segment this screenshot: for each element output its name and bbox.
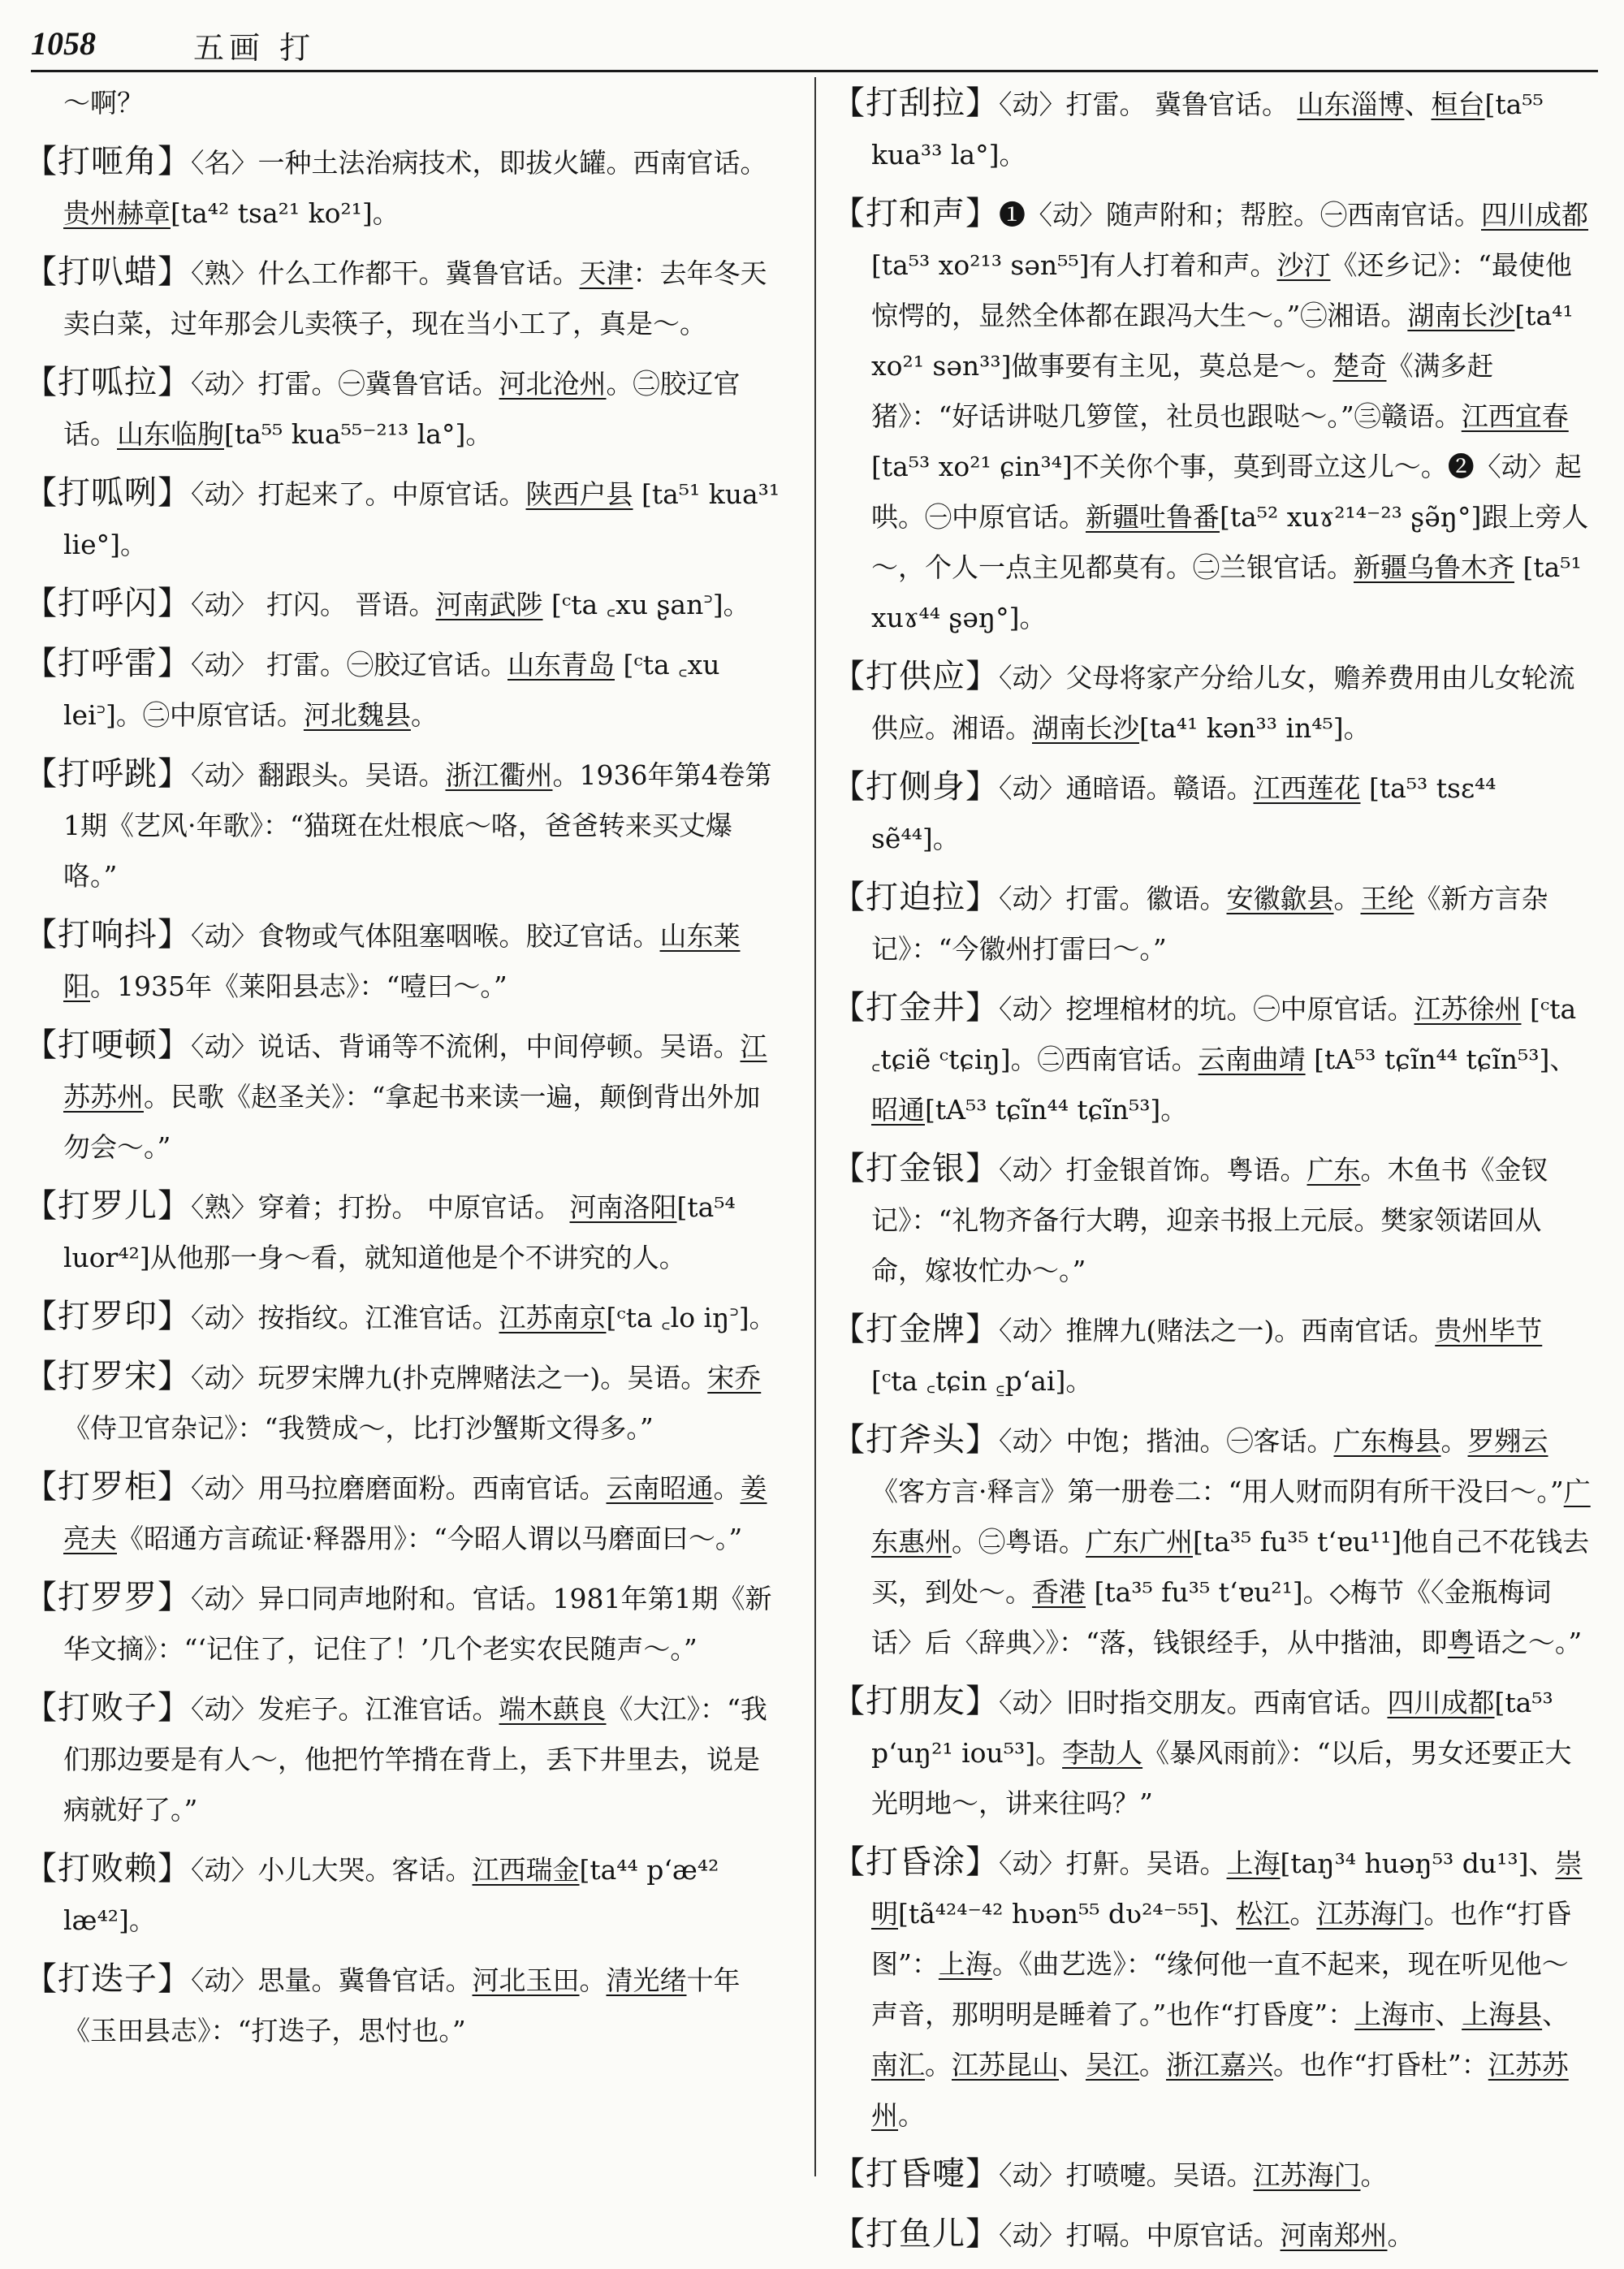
- dictionary-entry: [832, 2149, 1592, 2201]
- dictionary-entry: [832, 1415, 1592, 1668]
- entry-text: 。: [1387, 2219, 1415, 2251]
- place-name-underlined: 宋乔: [707, 1362, 762, 1394]
- headword-text: 打响抖: [58, 916, 158, 953]
- headword-text: 打和声: [866, 195, 965, 232]
- entry-text: [ta³⁵ fu³⁵ tʻɐu²¹]。◇梅节《〈金瓶梅词话〉后〈辞典〉》：“落，钱银经手，从中揩油，即: [871, 1576, 1552, 1658]
- entry-text: [tA⁵³ tɕĩn⁴⁴ tɕĩn⁵³]。: [925, 1094, 1188, 1126]
- entry-text: [ta⁵¹ kua³¹ lie°]。: [63, 478, 780, 560]
- entry-text: 。: [1360, 2159, 1388, 2191]
- entry-text: 《满多赶猪》：“好话讲哒几箩筐，社员也跟哒～。”㊂赣语。: [871, 350, 1494, 432]
- place-name-underlined: 南汇: [871, 2049, 925, 2081]
- headword-text: 打罗印: [58, 1298, 158, 1335]
- entry-text: [taŋ³⁴ huəŋ⁵³ du¹³]、: [1280, 1848, 1556, 1879]
- entry-headword: 【打金银】: [832, 1150, 999, 1187]
- dictionary-entry: [832, 872, 1592, 975]
- dictionary-entry: [24, 1181, 784, 1283]
- entry-text: 〈动〉推牌九(赌法之一)。西南官话。: [999, 1315, 1436, 1346]
- entry-text: 〈动〉翻跟头。吴语。: [191, 759, 446, 791]
- entry-text: 。: [1139, 2049, 1166, 2081]
- place-name-underlined: 王纶: [1360, 883, 1415, 914]
- entry-headword: 【打昏涂】: [832, 1843, 999, 1881]
- entry-headword: 【打供应】: [832, 658, 999, 695]
- entry-text: 语之～。”: [1474, 1627, 1583, 1658]
- entry-headword: 【打呼闪】: [24, 585, 191, 622]
- entry-text: [ta⁴² tsa²¹ ko²¹]。: [171, 197, 400, 229]
- headword-text: 打叭蜡: [58, 253, 158, 291]
- place-name-underlined: 江苏海门: [1316, 1898, 1424, 1930]
- headword-text: 打罗宋: [58, 1358, 158, 1395]
- dictionary-entry: [24, 1954, 784, 2056]
- dictionary-entry: [24, 1462, 784, 1564]
- entry-headword: 【打罗印】: [24, 1298, 191, 1335]
- entry-text: 《大江》：“我们那边要是有人～，他把竹竿揹在背上，丢下井里去，说是病就好了。”: [63, 1693, 767, 1826]
- left-column: [24, 78, 784, 2064]
- place-name-underlined: 昭通: [871, 1094, 925, 1126]
- place-name-underlined: 云南曲靖: [1198, 1044, 1306, 1075]
- entry-text: 〈名〉一种土法治病技术，即拔火罐。西南官话。: [191, 147, 767, 179]
- headword-text: 打金井: [866, 989, 965, 1026]
- entry-text: 。: [898, 2099, 925, 2131]
- entry-text: 〈动〉打鼾。吴语。: [999, 1848, 1227, 1879]
- place-name-underlined: 山东青岛: [508, 649, 615, 681]
- entry-headword: 【打金井】: [832, 989, 999, 1026]
- entry-text: [ᶜta ꜀lo iŋ꜄]。: [606, 1302, 776, 1333]
- place-name-underlined: 山东淄博: [1297, 89, 1405, 120]
- right-column: [832, 78, 1592, 2269]
- entry-text: 。㊁粤语。: [952, 1526, 1086, 1558]
- place-name-underlined: 河北魏县: [303, 699, 411, 731]
- headword-text: 打呼闪: [58, 585, 158, 622]
- entry-text: 〈动〉小儿大哭。客话。: [191, 1854, 473, 1886]
- entry-text: [ᶜta ꜀tɕin ꜁pʻai]。: [871, 1365, 1093, 1397]
- entry-text: 〈动〉打嗝。中原官话。: [999, 2219, 1281, 2251]
- place-name-underlined: 桓台: [1431, 89, 1485, 120]
- headword-text: 打侧身: [866, 768, 965, 806]
- place-name-underlined: 云南昭通: [606, 1472, 714, 1504]
- place-name-underlined: 姜亮夫: [63, 1472, 767, 1554]
- entry-text: 〈动〉打喷嚏。吴语。: [999, 2159, 1254, 2191]
- place-name-underlined: 江苏南京: [499, 1302, 607, 1333]
- entry-text: 。: [1289, 1898, 1317, 1930]
- place-name-underlined: 四川成都: [1481, 199, 1588, 231]
- entry-headword: 【打鱼儿】: [832, 2215, 999, 2253]
- entry-headword: 【打叭蜡】: [24, 253, 191, 291]
- entry-text: 〈动〉发疟子。江淮官话。: [191, 1693, 499, 1725]
- headword-text: 打罗柜: [58, 1468, 158, 1506]
- entry-headword: 【打昏嚏】: [832, 2155, 999, 2193]
- entry-text: [tA⁵³ tɕĩn⁴⁴ tɕĩn⁵³]、: [1305, 1044, 1577, 1075]
- place-name-underlined: 浙江衢州: [445, 759, 553, 791]
- dictionary-entry: [24, 136, 784, 239]
- entry-text: ：去年冬天卖白菜，过年那会儿卖筷子，现在当小工了，真是～。: [63, 257, 767, 339]
- dictionary-entry: [24, 578, 784, 630]
- entry-text: [ta⁵⁵ kua³³ la°]。: [871, 89, 1544, 171]
- headword-text: 打朋友: [866, 1683, 965, 1720]
- place-name-underlined: 沙汀: [1276, 249, 1331, 281]
- entry-text: 〈动〉打金银首饰。粤语。: [999, 1154, 1307, 1186]
- headword-text: 打罗罗: [58, 1579, 158, 1616]
- place-name-underlined: 河北沧州: [499, 368, 607, 400]
- entry-text: 。也作“打昏杜”：: [1273, 2049, 1488, 2081]
- entry-text: 《还乡记》：“最使他惊愕的，显然全体都在跟冯大生～。”㊁湘语。: [871, 249, 1572, 331]
- entry-text: 。: [925, 2049, 952, 2081]
- entry-headword: 【打刮拉】: [832, 84, 999, 122]
- place-name-underlined: 江苏海门: [1253, 2159, 1361, 2191]
- place-name-underlined: 湖南长沙: [1407, 300, 1515, 331]
- entry-text: 。也作“打昏图”：: [871, 1898, 1572, 1980]
- headword-text: 打昏嚏: [866, 2155, 965, 2193]
- dictionary-entry: [24, 1572, 784, 1675]
- entry-headword: 【打呼雷】: [24, 645, 191, 682]
- entry-text: [ᶜta ꜀xu lei꜄]。㊁中原官话。: [63, 649, 720, 731]
- entry-text: 《客方言·释言》第一册卷二：“用人财而阴有所干没曰～。”: [871, 1476, 1564, 1507]
- dictionary-entry: [832, 2209, 1592, 2261]
- headword-text: 打斧头: [866, 1421, 965, 1459]
- entry-text: 。: [1440, 1425, 1468, 1457]
- entry-text: 〈动〉思量。冀鲁官话。: [191, 1964, 473, 1996]
- dictionary-entry: [24, 247, 784, 349]
- entry-headword: 【打败子】: [24, 1689, 191, 1727]
- entry-text: 〈动〉打起来了。中原官话。: [191, 478, 526, 510]
- entry-headword: 【打朋友】: [832, 1683, 999, 1720]
- entry-text: 。㊁胶辽官话。: [63, 368, 741, 450]
- entry-text: 。: [1333, 883, 1361, 914]
- entry-text: 〈动〉打雷。徽语。: [999, 883, 1227, 914]
- entry-text: 、: [1435, 1999, 1462, 2030]
- entry-text: 。: [713, 1472, 741, 1504]
- place-name-underlined: 河南洛阳: [569, 1191, 677, 1223]
- dictionary-entry: [832, 651, 1592, 754]
- place-name-underlined: 山东临朐: [117, 418, 224, 450]
- place-name-underlined: 崇明: [871, 1848, 1583, 1930]
- headword-text: 打供应: [866, 658, 965, 695]
- dictionary-entry: [24, 1843, 784, 1946]
- place-name-underlined: 新疆吐鲁番: [1086, 501, 1220, 533]
- headword-text: 打呼跳: [58, 755, 158, 793]
- headword-text: 打昏涂: [866, 1843, 965, 1881]
- entry-text: 。木鱼书《金钗记》：“礼物齐备行大聘，迎亲书报上元辰。樊家领诺回从命，嫁妆忙办～。”: [871, 1154, 1548, 1286]
- entry-text: [ᶜta ꜀xu ʂan꜄]。: [542, 589, 750, 620]
- entry-headword: 【打罗柜】: [24, 1468, 191, 1506]
- headword-text: 打哽顿: [58, 1026, 158, 1064]
- entry-headword: 【打金牌】: [832, 1311, 999, 1348]
- place-name-underlined: 松江: [1236, 1898, 1290, 1930]
- headword-text: 打罗儿: [58, 1187, 158, 1225]
- page-number: 1058: [31, 25, 96, 62]
- entry-text: [ta⁵³ xo²¹ ɕin³⁴]不关你个事，莫到哥立这儿～。❷〈动〉起哄。㊀中原官话。: [871, 451, 1582, 533]
- entry-headword: 【打迭子】: [24, 1960, 191, 1998]
- place-name-underlined: 贵州赫章: [63, 197, 171, 229]
- dictionary-entry: [24, 357, 784, 460]
- headword-text: 打咂角: [58, 143, 158, 180]
- entry-headword: 【打响抖】: [24, 916, 191, 953]
- entry-text: 《新方言杂记》：“今徽州打雷曰～。”: [871, 883, 1548, 965]
- place-name-underlined: 上海市: [1354, 1999, 1436, 2030]
- headword-text: 打呼雷: [58, 645, 158, 682]
- entry-text: 十年《玉田县志》：“打迭子，思忖也。”: [63, 1964, 741, 2046]
- dictionary-entry: [832, 1837, 1592, 2141]
- entry-headword: 【打呱咧】: [24, 474, 191, 512]
- dictionary-entry: [24, 749, 784, 901]
- dictionary-entry: [24, 1020, 784, 1173]
- entry-text: 。《曲艺选》：“缘何他一直不起来，现在听见他～声音，那明明是睡着了。”也作“打昏度”：: [871, 1948, 1569, 2030]
- entry-headword: 【打败赖】: [24, 1850, 191, 1887]
- place-name-underlined: 广东: [1307, 1154, 1361, 1186]
- entry-text: 。: [579, 1964, 607, 1996]
- dictionary-entry: [24, 1351, 784, 1454]
- dictionary-entry: [832, 1143, 1592, 1296]
- entry-text: 。1935年《莱阳县志》：“噎曰～。”: [90, 970, 508, 1002]
- entry-text: [ta³⁵ fu³⁵ tʻɐu¹¹]他自己不花钱去买，到处～。: [871, 1526, 1590, 1608]
- entry-headword: 【打哽顿】: [24, 1026, 191, 1064]
- entry-text: 、: [1542, 1999, 1570, 2030]
- headword-text: 打金银: [866, 1150, 965, 1187]
- entry-text: [ᶜta ꜀tɕiẽ ᶜtɕiŋ]。㊁西南官话。: [871, 993, 1577, 1075]
- page-header: [31, 21, 1598, 72]
- entry-headword: 【打咂角】: [24, 143, 191, 180]
- place-name-underlined: 江苏苏州: [63, 1031, 767, 1113]
- entry-text: [ta⁴⁴ pʻæ⁴² læ⁴²]。: [63, 1854, 719, 1936]
- place-name-underlined: 安徽歙县: [1226, 883, 1334, 914]
- entry-text: ❶〈动〉随声附和；帮腔。㊀西南官话。: [999, 199, 1481, 231]
- entry-text: 〈动〉异口同声地附和。官话。1981年第1期《新华文摘》：“‘记住了，记住了！’几个老实农民随声～。”: [63, 1583, 772, 1665]
- dictionary-entry: [832, 1304, 1592, 1407]
- entry-headword: 【打呼跳】: [24, 755, 191, 793]
- place-name-underlined: 广东广州: [1086, 1526, 1193, 1558]
- entry-text: 〈动〉打雷。 冀鲁官话。: [999, 89, 1298, 120]
- dictionary-entry: [832, 1676, 1592, 1829]
- entry-text: 。: [410, 699, 438, 731]
- place-name-underlined: 粤: [1447, 1627, 1475, 1658]
- place-name-underlined: 湖南长沙: [1032, 712, 1139, 744]
- place-name-underlined: 香港: [1032, 1576, 1086, 1608]
- entry-text: 〈动〉挖埋棺材的坑。㊀中原官话。: [999, 993, 1415, 1025]
- entry-text: 。民歌《赵圣关》：“拿起书来读一遍，颠倒背出外加勿会～。”: [63, 1081, 761, 1163]
- dictionary-entry: [832, 188, 1592, 643]
- place-name-underlined: 河南郑州: [1280, 2219, 1388, 2251]
- entry-text: 〈动〉 打闪。 晋语。: [191, 589, 436, 620]
- entry-headword: 【打罗儿】: [24, 1187, 191, 1225]
- place-name-underlined: 天津: [579, 257, 633, 289]
- place-name-underlined: 罗翙云: [1467, 1425, 1548, 1457]
- place-name-underlined: 河南武陟: [435, 589, 543, 620]
- place-name-underlined: 山东莱阳: [63, 920, 741, 1002]
- place-name-underlined: 李劼人: [1062, 1737, 1143, 1769]
- place-name-underlined: 浙江嘉兴: [1166, 2049, 1273, 2081]
- place-name-underlined: 楚奇: [1332, 350, 1387, 382]
- entry-headword: 【打罗罗】: [24, 1579, 191, 1616]
- continuation-text: ～啊？: [63, 87, 144, 119]
- dictionary-entry: [24, 1291, 784, 1343]
- place-name-underlined: 上海: [938, 1948, 992, 1980]
- dictionary-entry: [832, 78, 1592, 180]
- entry-text: [ta⁴¹ kən³³ in⁴⁵]。: [1139, 712, 1371, 744]
- dictionary-entry: [24, 910, 784, 1012]
- entry-text: 〈动〉食物或气体阻塞咽喉。胶辽官话。: [191, 920, 660, 952]
- place-name-underlined: 江西宜春: [1461, 400, 1569, 432]
- entry-text: 〈动〉说话、背诵等不流俐，中间停顿。吴语。: [191, 1031, 741, 1062]
- entry-text: [tã⁴²⁴⁻⁴² hʋən⁵⁵ dʋ²⁴⁻⁵⁵]、: [898, 1898, 1237, 1930]
- place-name-underlined: 新疆乌鲁木齐: [1354, 551, 1514, 583]
- place-name-underlined: 江苏昆山: [952, 2049, 1059, 2081]
- place-name-underlined: 清光绪: [606, 1964, 687, 1996]
- place-name-underlined: 江苏苏州: [871, 2049, 1569, 2131]
- place-name-underlined: 上海县: [1462, 1999, 1543, 2030]
- entry-text: [ta⁵⁴ luor⁴²]从他那一身～看，就知道他是个不讲究的人。: [63, 1191, 736, 1273]
- place-name-underlined: 江西瑞金: [472, 1854, 580, 1886]
- place-name-underlined: 吴江: [1086, 2049, 1139, 2081]
- place-name-underlined: 端木蕻良: [499, 1693, 607, 1725]
- headword-text: 打呱拉: [58, 364, 158, 401]
- entry-text: 〈动〉玩罗宋牌九(扑克牌赌法之一)。吴语。: [191, 1362, 708, 1394]
- entry-text: [ta⁴¹ xo²¹ sən³³]做事要有主见，莫总是～。: [871, 300, 1574, 382]
- entry-text: [ta⁵² xuɤ²¹⁴⁻²³ ʂə̃ŋ°]跟上旁人～，个人一点主见都莫有。㊁兰银官话。: [871, 501, 1589, 583]
- entry-text: 〈动〉 打雷。㊀胶辽官话。: [191, 649, 508, 681]
- place-name-underlined: 上海: [1226, 1848, 1281, 1879]
- headword-text: 打鱼儿: [866, 2215, 965, 2253]
- entry-text: 〈动〉按指纹。江淮官话。: [191, 1302, 499, 1333]
- entry-headword: 【打迫拉】: [832, 879, 999, 916]
- entry-headword: 【打罗宋】: [24, 1358, 191, 1395]
- dictionary-entry: [24, 1683, 784, 1835]
- entry-text: 《侍卫官杂记》：“我赞成～，比打沙蟹斯文得多。”: [63, 1412, 654, 1444]
- place-name-underlined: 贵州毕节: [1435, 1315, 1543, 1346]
- headword-text: 打败子: [58, 1689, 158, 1727]
- entry-text: 〈动〉父母将家产分给儿女，赡养费用由儿女轮流供应。湘语。: [871, 662, 1575, 744]
- headword-text: 打迭子: [58, 1960, 158, 1998]
- column-divider: [814, 77, 816, 2176]
- entry-text: 《暴风雨前》：“以后，男女还要正大光明地～，讲来往吗？”: [871, 1737, 1572, 1819]
- entry-text: 、: [1404, 89, 1432, 120]
- entry-text: [ta⁵³ xo²¹³ sən⁵⁵]有人打着和声。: [871, 249, 1277, 281]
- headword-text: 打败赖: [58, 1850, 158, 1887]
- entry-text: 〈动〉旧时指交朋友。西南官话。: [999, 1687, 1388, 1718]
- place-name-underlined: 河北玉田: [472, 1964, 580, 1996]
- entry-text: 、: [1059, 2049, 1086, 2081]
- entry-text: 〈动〉打雷。㊀冀鲁官话。: [191, 368, 499, 400]
- headword-text: 打金牌: [866, 1311, 965, 1348]
- entry-text: 〈动〉用马拉磨磨面粉。西南官话。: [191, 1472, 607, 1504]
- entry-text: 〈动〉中饱；揩油。㊀客话。: [999, 1425, 1334, 1457]
- entry-text: 〈熟〉什么工作都干。冀鲁官话。: [191, 257, 580, 289]
- dictionary-entry: [832, 983, 1592, 1135]
- place-name-underlined: 四川成都: [1387, 1687, 1495, 1718]
- entry-text: [ta⁵³ pʻuŋ²¹ iou⁵³]。: [871, 1687, 1553, 1769]
- place-name-underlined: 江苏徐州: [1414, 993, 1522, 1025]
- entry-text: [ta⁵³ tsɛ⁴⁴ sẽ⁴⁴]。: [871, 772, 1497, 854]
- section-heading: 五画 打: [193, 30, 316, 66]
- entry-text: 〈动〉通暗语。赣语。: [999, 772, 1254, 804]
- entry-text: 《昭通方言疏证·释器用》：“今昭人谓以马磨面曰～。”: [117, 1523, 743, 1554]
- entry-text: 。1936年第4卷第1期《艺风·年歌》：“猫斑在灶根底～咯，爸爸转来买丈爆咯。”: [63, 759, 772, 892]
- entry-headword: 【打呱拉】: [24, 364, 191, 401]
- entry-text: [ta⁵¹ xuɤ⁴⁴ ʂəŋ°]。: [871, 551, 1582, 633]
- headword-text: 打呱咧: [58, 474, 158, 512]
- dictionary-entry: [832, 762, 1592, 864]
- dictionary-entry: [24, 468, 784, 570]
- entry-text: [ta⁵⁵ kua⁵⁵⁻²¹³ la°]。: [224, 418, 493, 450]
- entry-headword: 【打和声】: [832, 195, 999, 232]
- headword-text: 打刮拉: [866, 84, 965, 122]
- entry-headword: 【打斧头】: [832, 1421, 999, 1459]
- entry-headword: 【打侧身】: [832, 768, 999, 806]
- place-name-underlined: 广东梅县: [1333, 1425, 1441, 1457]
- place-name-underlined: 陕西户县: [525, 478, 633, 510]
- headword-text: 打迫拉: [866, 879, 965, 916]
- place-name-underlined: 江西莲花: [1253, 772, 1361, 804]
- place-name-underlined: 广东惠州: [871, 1476, 1591, 1558]
- dictionary-entry: [24, 638, 784, 741]
- entry-text: 〈熟〉穿着；打扮。 中原官话。: [191, 1191, 570, 1223]
